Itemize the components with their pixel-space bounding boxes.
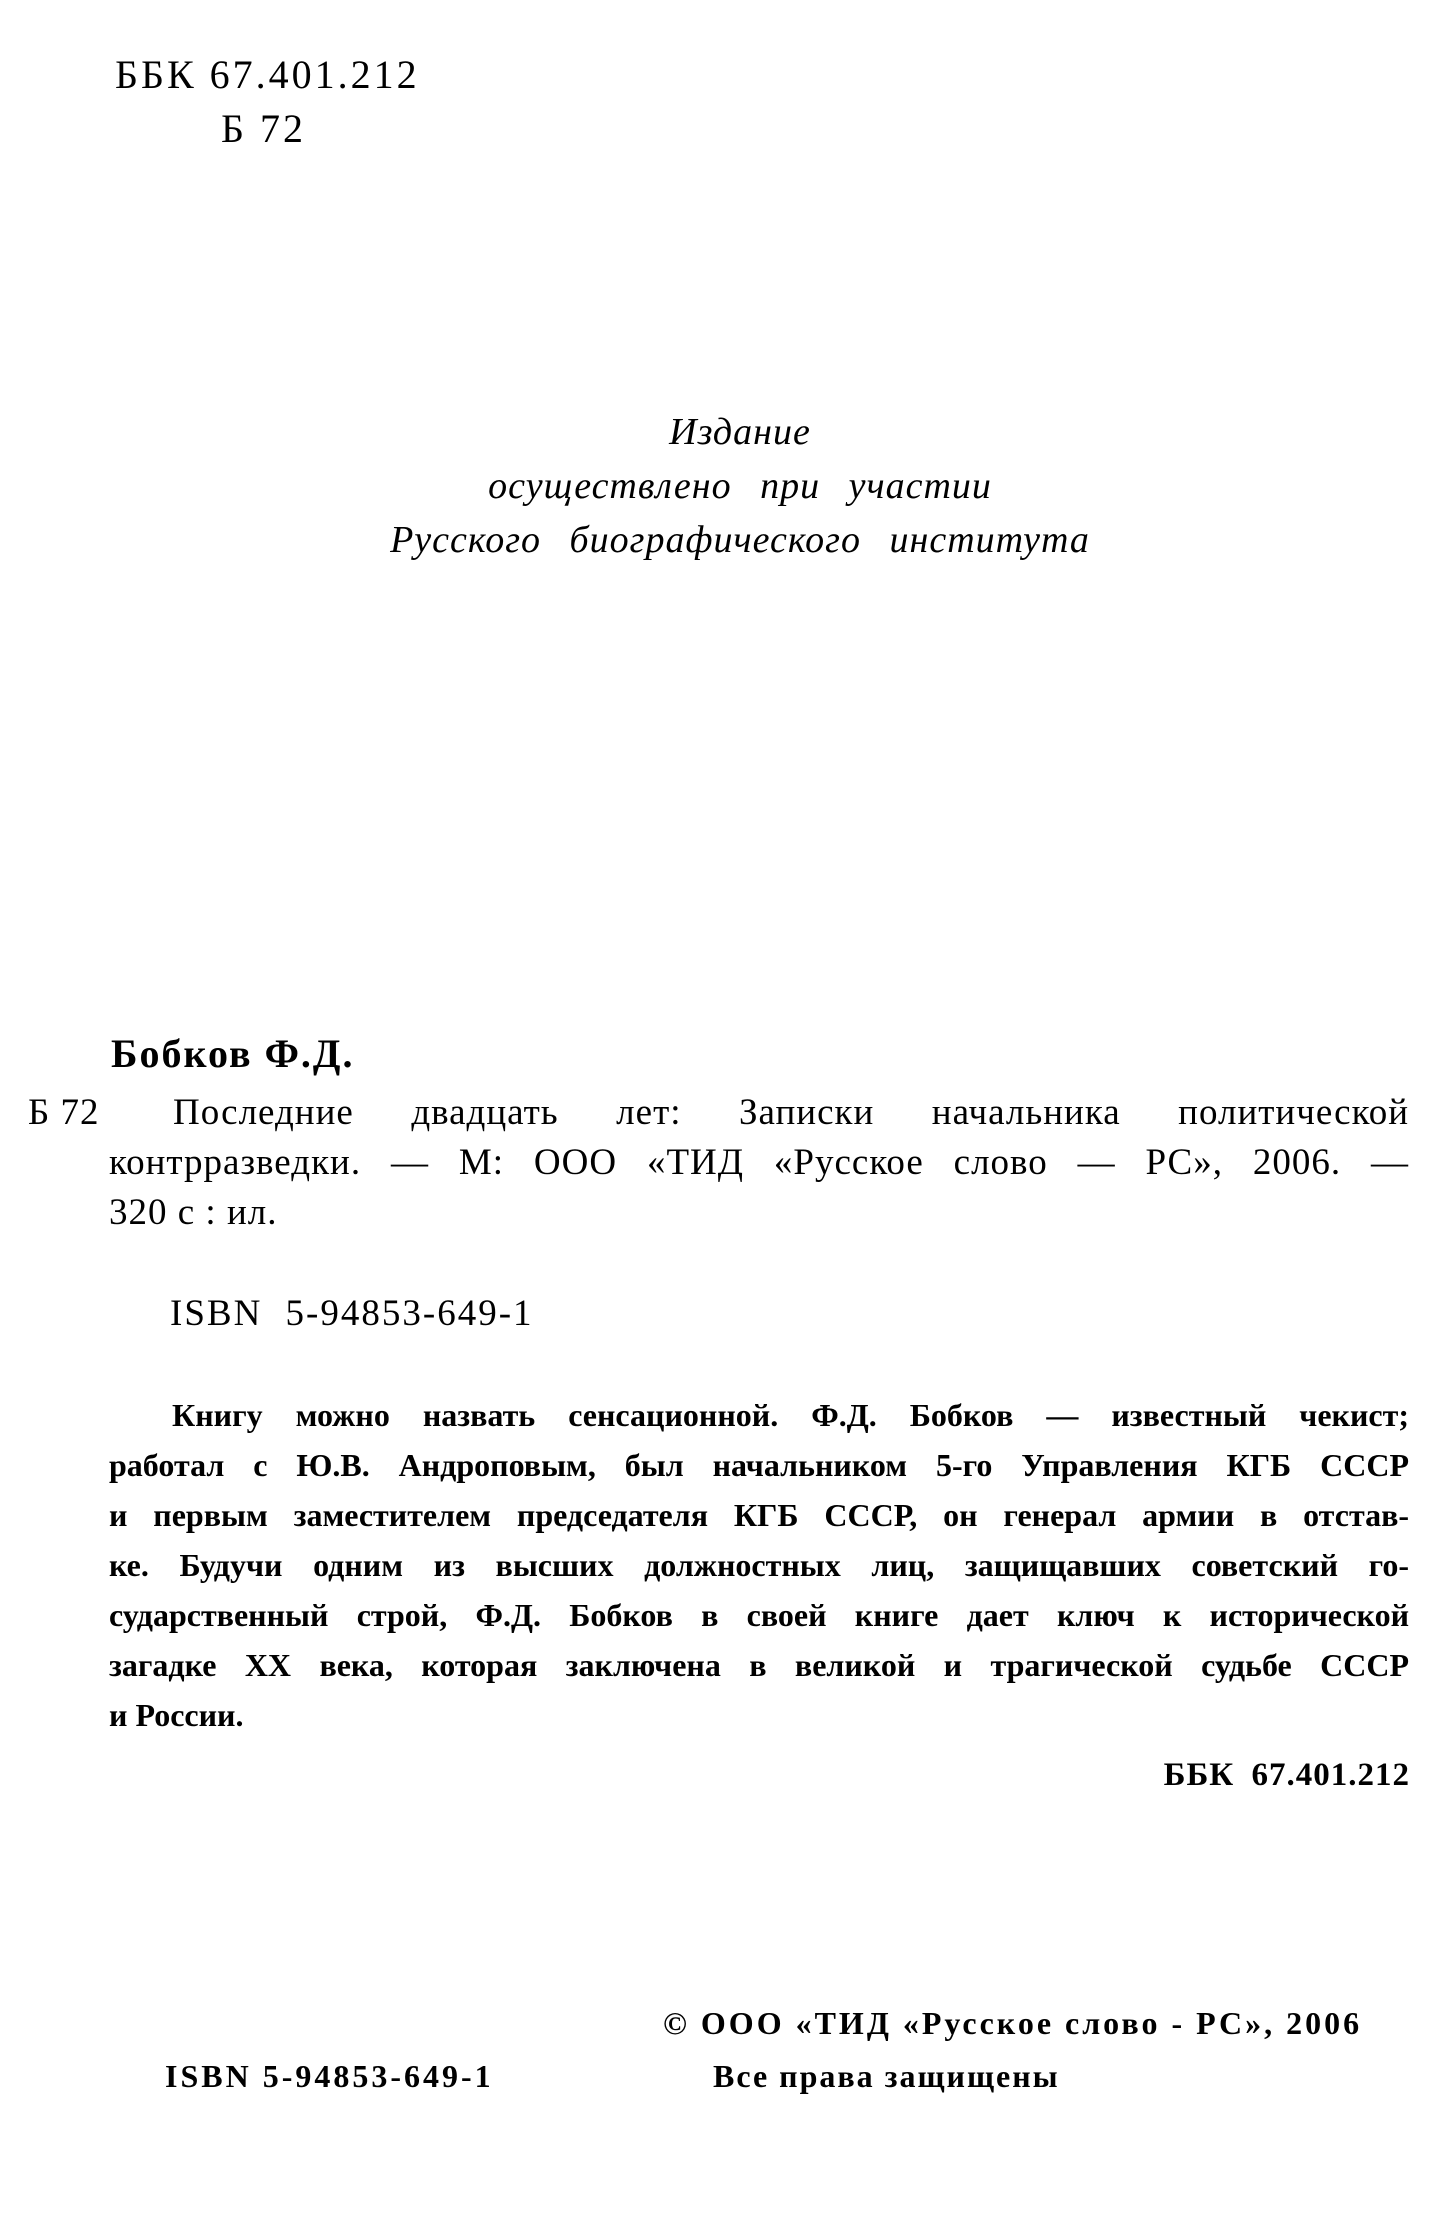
rights-reserved: Все права защищены (713, 2058, 1060, 2094)
publisher-note-line: Русского биографического института (390, 519, 1090, 561)
author-mark: Б 72 (221, 106, 306, 151)
annotation (109, 1390, 1409, 1740)
annotation-line: и первым заместителем председателя КГБ СССР, он генерал армии в отстав- (109, 1497, 1409, 1533)
bbk-code: ББК 67.401.212 (115, 52, 420, 97)
publisher-note-line: Издание (669, 411, 811, 453)
bbk-footer-code: ББК 67.401.212 (1163, 1757, 1410, 1793)
annotation-line: работал с Ю.В. Андроповым, был начальником 5-го Управления КГБ СССР (109, 1447, 1409, 1483)
annotation-line: и России. (109, 1697, 244, 1733)
catalog-author-mark: Б 72 (28, 1092, 100, 1133)
publisher-note-line: осуществлено при участии (488, 465, 992, 507)
catalog-author: Бобков Ф.Д. (111, 1031, 355, 1076)
catalog-isbn: ISBN 5-94853-649-1 (170, 1293, 534, 1334)
copyright-notice: © ООО «ТИД «Русское слово - РС», 2006 (663, 2005, 1363, 2041)
catalog-description-line: 320 с : ил. (109, 1192, 278, 1233)
catalog-description-line: Последние двадцать лет: Записки начальника политической (173, 1092, 1409, 1133)
annotation-line: Книгу можно назвать сенсационной. Ф.Д. Бобков — известный чекист; (172, 1397, 1409, 1433)
annotation-line: сударственный строй, Ф.Д. Бобков в своей книге дает ключ к исторической (109, 1597, 1409, 1633)
catalog-description-line: контрразведки. — М: ООО «ТИД «Русское слово — РС», 2006. — (109, 1142, 1409, 1183)
footer-isbn: ISBN 5-94853-649-1 (165, 2058, 494, 2094)
annotation-line: ке. Будучи одним из высших должностных лиц, защищавших советский го- (109, 1547, 1409, 1583)
annotation-line: загадке XX века, которая заключена в великой и трагической судьбе СССР (109, 1647, 1409, 1683)
publisher-note (360, 405, 1120, 567)
catalog-description (109, 1088, 1409, 1238)
bbk-header (115, 48, 420, 156)
